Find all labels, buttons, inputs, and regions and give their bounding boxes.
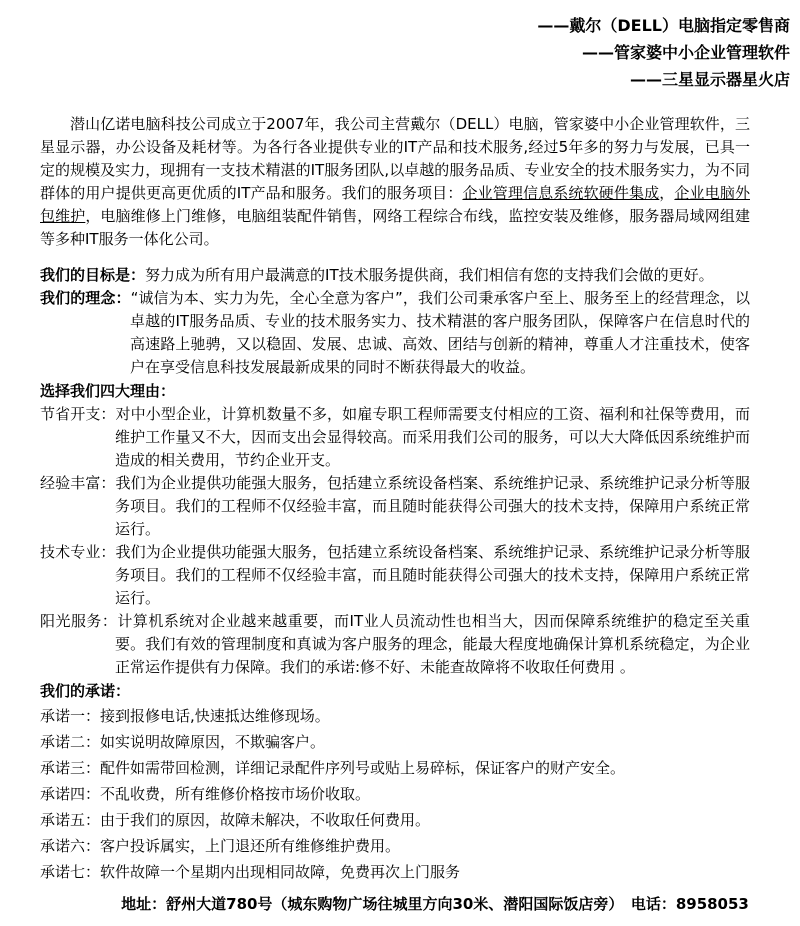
reason-label: 阳光服务： [40, 612, 118, 630]
intro-text-tail: ，电脑维修上门维修，电脑组装配件销售，网络工程综合布线，监控安装及维修，服务器局域网组建等多种IT服务一体化公司。 [40, 207, 750, 248]
credential-dell: ——戴尔（DELL）电脑指定零售商 [537, 16, 790, 35]
intro-text-lead: 潜山亿诺电脑科技公司成立于2007年，我公司主营戴尔（DELL）电脑，管家婆中小企业管理软件，三星显示器，办公设备及耗材等。为各行各业提供专业的IT产品和技术服务,经过5年多的努力与发展，已具一定的规模及实力，现拥有一支技术精湛的IT服务团队,以卓越的服务品质、专业安全的技术服务实力，为不同群体的用户提供更高更优质的IT产品和服务。我们的服务项目： [40, 115, 751, 202]
reason-label: 技术专业： [40, 543, 116, 561]
reason-item-save-cost [40, 403, 750, 472]
service-item-underlined-1: 企业管理信息系统软硬件集成 [462, 184, 660, 202]
reason-item-professional [40, 541, 750, 610]
intro-paragraph [40, 113, 750, 251]
reason-label: 节省开支： [40, 405, 116, 423]
footer-contact: 地址：舒州大道780号（城东购物广场往城里方向30米、潜阳国际饭店旁） 电话：8958053 [121, 895, 749, 913]
reason-item-sunshine-service [40, 610, 750, 679]
service-item-underlined-2: 企业电脑外包维护 [40, 184, 750, 225]
reason-item-experience [40, 472, 750, 541]
promises-heading: 我们的承诺： [40, 682, 131, 700]
promise-item-1: 承诺一：接到报修电话,快速抵达维修现场。 [40, 707, 330, 725]
header-credentials [0, 12, 800, 93]
credential-guanjiapo: ——管家婆中小企业管理软件 [581, 43, 790, 62]
reason-text: 计算机系统对企业越来越重要，而IT业人员流动性也相当大，因而保障系统维护的稳定至关重要。我们有效的管理制度和真诚为客户服务的理念，能最大程度地确保计算机系统稳定，为企业正常运作提供有力保障。我们的承诺:修不好、未能查故障将不收取任何费用 。 [115, 612, 750, 676]
goal-section [40, 264, 750, 287]
goal-text: 努力成为所有用户最满意的IT技术服务提供商，我们相信有您的支持我们会做的更好。 [145, 266, 714, 284]
promise-item-6: 承诺六：客户投诉属实，上门退还所有维修维护费用。 [40, 837, 401, 855]
reason-label: 经验丰富： [40, 474, 116, 492]
reasons-heading: 选择我们四大理由： [40, 382, 176, 400]
reason-text: 我们为企业提供功能强大服务，包括建立系统设备档案、系统维护记录、系统维护记录分析等服务项目。我们的工程师不仅经验丰富，而且随时能获得公司强大的技术支持，保障用户系统正常运行。 [115, 543, 750, 607]
intro-separator: ， [659, 184, 675, 202]
reason-text: 我们为企业提供功能强大服务，包括建立系统设备档案、系统维护记录、系统维护记录分析等服务项目。我们的工程师不仅经验丰富，而且随时能获得公司强大的技术支持，保障用户系统正常运行。 [115, 474, 750, 538]
philosophy-text: “诚信为本、实力为先，全心全意为客户”，我们公司秉承客户至上、服务至上的经营理念，以卓越的IT服务品质、专业的技术服务实力、技术精湛的客户服务团队，保障客户在信息时代的高速路上驰骋，又以稳固、发展、忠诚、高效、团结与创新的精神，尊重人才注重技术，使客户在享受信息科技发展最新成果的同时不断获得最大的收益。 [130, 289, 750, 376]
document-body [40, 113, 750, 885]
promise-item-3: 承诺三：配件如需带回检测，详细记录配件序列号或贴上易碎标，保证客户的财产安全。 [40, 759, 626, 777]
reason-text: 对中小型企业，计算机数量不多，如雇专职工程师需要支付相应的工资、福利和社保等费用，而维护工作量又不大，因而支出会显得较高。而采用我们公司的服务，可以大大降低因系统维护而造成的相关费用，节约企业开支。 [115, 405, 750, 469]
promise-item-7: 承诺七：软件故障一个星期内出现相同故障，免费再次上门服务 [40, 863, 461, 881]
philosophy-section [40, 287, 750, 379]
promise-item-2: 承诺二：如实说明故障原因，不欺骗客户。 [40, 733, 326, 751]
credential-samsung: ——三星显示器星火店 [629, 70, 790, 89]
promise-item-4: 承诺四：不乱收费，所有维修价格按市场价收取。 [40, 785, 371, 803]
philosophy-label: 我们的理念： [40, 289, 131, 307]
promise-item-5: 承诺五：由于我们的原因，故障未解决，不收取任何费用。 [40, 811, 431, 829]
goal-label: 我们的目标是： [40, 266, 146, 284]
